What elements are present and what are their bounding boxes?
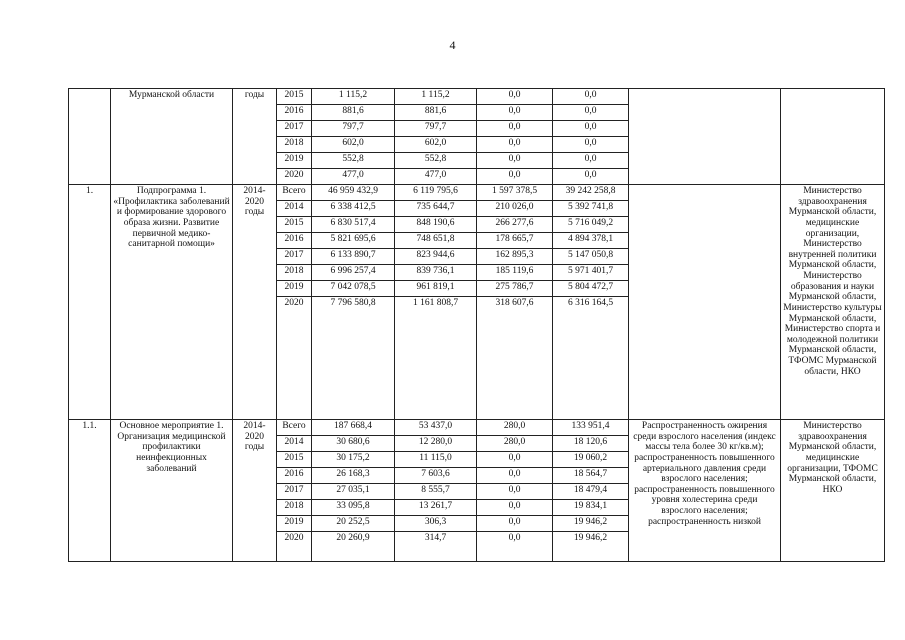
federal-budget-cell: 178 665,7 [477, 233, 553, 249]
other-sources-cell: 0,0 [553, 121, 629, 137]
row-number-cell [69, 89, 111, 185]
total-cell: 20 260,9 [312, 532, 395, 562]
other-sources-cell: 0,0 [553, 169, 629, 185]
other-sources-cell: 5 716 049,2 [553, 217, 629, 233]
federal-budget-cell: 0,0 [477, 484, 553, 500]
regional-budget-cell: 53 437,0 [395, 420, 477, 436]
year-cell: 2016 [277, 105, 312, 121]
federal-budget-cell: 0,0 [477, 89, 553, 105]
federal-budget-cell: 210 026,0 [477, 201, 553, 217]
other-sources-cell: 5 971 401,7 [553, 265, 629, 281]
other-sources-cell: 39 242 258,8 [553, 185, 629, 201]
federal-budget-cell: 0,0 [477, 105, 553, 121]
other-sources-cell: 133 951,4 [553, 420, 629, 436]
total-cell: 1 115,2 [312, 89, 395, 105]
regional-budget-cell: 12 280,0 [395, 436, 477, 452]
year-cell: 2019 [277, 281, 312, 297]
row-number-cell: 1.1. [69, 420, 111, 562]
year-cell: 2018 [277, 265, 312, 281]
table-row [69, 89, 885, 105]
year-cell: 2015 [277, 89, 312, 105]
year-cell: 2017 [277, 484, 312, 500]
other-sources-cell: 5 804 472,7 [553, 281, 629, 297]
federal-budget-cell: 0,0 [477, 516, 553, 532]
indicator-cell [629, 89, 781, 185]
federal-budget-cell: 275 786,7 [477, 281, 553, 297]
other-sources-cell: 18 120,6 [553, 436, 629, 452]
federal-budget-cell: 280,0 [477, 420, 553, 436]
other-sources-cell: 4 894 378,1 [553, 233, 629, 249]
year-cell: 2015 [277, 217, 312, 233]
federal-budget-cell: 0,0 [477, 137, 553, 153]
regional-budget-cell: 306,3 [395, 516, 477, 532]
regional-budget-cell: 839 736,1 [395, 265, 477, 281]
total-cell: 477,0 [312, 169, 395, 185]
total-cell: 7 796 580,8 [312, 297, 395, 420]
total-cell: 6 996 257,4 [312, 265, 395, 281]
other-sources-cell: 18 479,4 [553, 484, 629, 500]
year-cell: 2014 [277, 201, 312, 217]
year-cell: 2017 [277, 249, 312, 265]
federal-budget-cell: 280,0 [477, 436, 553, 452]
total-cell: 5 821 695,6 [312, 233, 395, 249]
other-sources-cell: 5 392 741,8 [553, 201, 629, 217]
indicator-cell [629, 185, 781, 420]
total-cell: 6 338 412,5 [312, 201, 395, 217]
regional-budget-cell: 477,0 [395, 169, 477, 185]
federal-budget-cell: 0,0 [477, 500, 553, 516]
total-cell: 33 095,8 [312, 500, 395, 516]
year-cell: 2017 [277, 121, 312, 137]
total-cell: 797,7 [312, 121, 395, 137]
regional-budget-cell: 11 115,0 [395, 452, 477, 468]
federal-budget-cell: 0,0 [477, 532, 553, 562]
federal-budget-cell: 185 119,6 [477, 265, 553, 281]
year-cell: 2016 [277, 468, 312, 484]
year-cell: 2015 [277, 452, 312, 468]
regional-budget-cell: 552,8 [395, 153, 477, 169]
year-cell: 2016 [277, 233, 312, 249]
other-sources-cell: 0,0 [553, 137, 629, 153]
federal-budget-cell: 266 277,6 [477, 217, 553, 233]
federal-budget-cell: 162 895,3 [477, 249, 553, 265]
activity-name-cell: Основное мероприятие 1. Организация медицинской профилактики неинфекционных заболеваний [111, 420, 233, 562]
regional-budget-cell: 1 115,2 [395, 89, 477, 105]
total-cell: 27 035,1 [312, 484, 395, 500]
other-sources-cell: 6 316 164,5 [553, 297, 629, 420]
regional-budget-cell: 6 119 795,6 [395, 185, 477, 201]
regional-budget-cell: 797,7 [395, 121, 477, 137]
executor-cell [781, 89, 885, 185]
table-row [69, 420, 885, 436]
table-row [69, 185, 885, 201]
year-cell: 2019 [277, 516, 312, 532]
regional-budget-cell: 961 819,1 [395, 281, 477, 297]
program-funding-table [68, 88, 885, 562]
year-cell: 2020 [277, 169, 312, 185]
federal-budget-cell: 0,0 [477, 452, 553, 468]
federal-budget-cell: 318 607,6 [477, 297, 553, 420]
year-cell: 2020 [277, 532, 312, 562]
regional-budget-cell: 848 190,6 [395, 217, 477, 233]
period-cell: годы [233, 89, 277, 185]
other-sources-cell: 18 564,7 [553, 468, 629, 484]
regional-budget-cell: 1 161 808,7 [395, 297, 477, 420]
total-cell: 552,8 [312, 153, 395, 169]
row-number-cell: 1. [69, 185, 111, 420]
other-sources-cell: 19 946,2 [553, 516, 629, 532]
other-sources-cell: 19 946,2 [553, 532, 629, 562]
total-cell: 881,6 [312, 105, 395, 121]
activity-name-cell: Подпрограмма 1. «Профилактика заболеваний и формирование здорового образа жизни. Развитие первичной медико-санитарной помощи» [111, 185, 233, 420]
executor-cell: Министерство здравоохранения Мурманской области, медицинские организации, Министерство внутренней политики Мурманской области, Министерство образования и науки Мурманской области, Министерство культуры Мурманской области, Министерство спорта и молодежной политики Мурманской области, ТФОМС Мурманской области, НКО [781, 185, 885, 420]
other-sources-cell: 0,0 [553, 89, 629, 105]
federal-budget-cell: 1 597 378,5 [477, 185, 553, 201]
total-cell: 6 830 517,4 [312, 217, 395, 233]
total-cell: 7 042 078,5 [312, 281, 395, 297]
other-sources-cell: 0,0 [553, 105, 629, 121]
year-cell: Всего [277, 420, 312, 436]
executor-cell: Министерство здравоохранения Мурманской области, медицинские организации, ТФОМС Мурманской области, НКО [781, 420, 885, 562]
period-cell: 2014-2020 годы [233, 420, 277, 562]
total-cell: 30 175,2 [312, 452, 395, 468]
regional-budget-cell: 748 651,8 [395, 233, 477, 249]
regional-budget-cell: 602,0 [395, 137, 477, 153]
federal-budget-cell: 0,0 [477, 121, 553, 137]
period-cell: 2014-2020 годы [233, 185, 277, 420]
year-cell: 2020 [277, 297, 312, 420]
regional-budget-cell: 7 603,6 [395, 468, 477, 484]
federal-budget-cell: 0,0 [477, 153, 553, 169]
year-cell: 2018 [277, 137, 312, 153]
activity-name-cell: Мурманской области [111, 89, 233, 185]
other-sources-cell: 19 834,1 [553, 500, 629, 516]
total-cell: 30 680,6 [312, 436, 395, 452]
year-cell: Всего [277, 185, 312, 201]
other-sources-cell: 0,0 [553, 153, 629, 169]
regional-budget-cell: 13 261,7 [395, 500, 477, 516]
total-cell: 20 252,5 [312, 516, 395, 532]
total-cell: 602,0 [312, 137, 395, 153]
regional-budget-cell: 735 644,7 [395, 201, 477, 217]
federal-budget-cell: 0,0 [477, 468, 553, 484]
total-cell: 46 959 432,9 [312, 185, 395, 201]
year-cell: 2019 [277, 153, 312, 169]
other-sources-cell: 5 147 050,8 [553, 249, 629, 265]
indicator-cell: Распространенность ожирения среди взрослого населения (индекс массы тела более 30 кг/кв.м); распространенность повышенного артериального давления среди взрослого населения; распространенность повышенного уровня холестерина среди взрослого населения; распространенность низкой [629, 420, 781, 562]
regional-budget-cell: 881,6 [395, 105, 477, 121]
total-cell: 187 668,4 [312, 420, 395, 436]
table-body [69, 89, 885, 562]
year-cell: 2018 [277, 500, 312, 516]
page-number: 4 [449, 38, 456, 52]
regional-budget-cell: 823 944,6 [395, 249, 477, 265]
year-cell: 2014 [277, 436, 312, 452]
other-sources-cell: 19 060,2 [553, 452, 629, 468]
regional-budget-cell: 314,7 [395, 532, 477, 562]
regional-budget-cell: 8 555,7 [395, 484, 477, 500]
total-cell: 26 168,3 [312, 468, 395, 484]
total-cell: 6 133 890,7 [312, 249, 395, 265]
federal-budget-cell: 0,0 [477, 169, 553, 185]
